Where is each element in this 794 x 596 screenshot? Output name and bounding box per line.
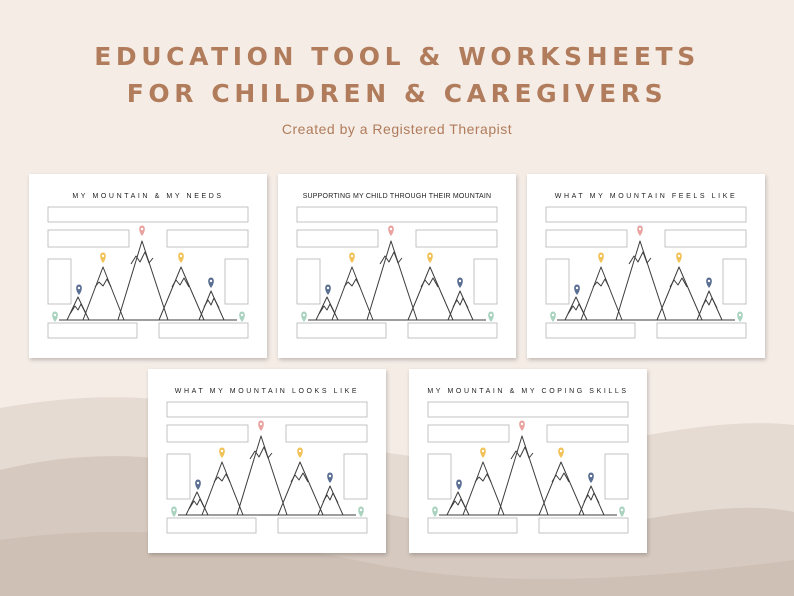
location-pin-dot: [678, 255, 680, 257]
worksheet-title: MY MOUNTAIN & MY NEEDS: [72, 193, 224, 200]
mountain-snow-small-right: [323, 493, 338, 503]
location-pin-dot: [490, 314, 492, 316]
worksheet-illustration: [148, 369, 386, 553]
mountain-left: [463, 462, 504, 515]
mountain-small-right: [697, 291, 722, 320]
location-pin-dot: [197, 482, 199, 484]
worksheet-title: WHAT MY MOUNTAIN FEELS LIKE: [554, 193, 738, 200]
mountain-snow-center: [511, 447, 533, 459]
answer-box-bottom-left: [167, 518, 256, 533]
location-pin-dot: [303, 314, 305, 316]
worksheet-my-mountain-needs: [29, 174, 267, 358]
mountain-small-right: [199, 291, 224, 320]
mountain-center: [616, 241, 666, 320]
worksheet-title: MY MOUNTAIN & MY COPING SKILLS: [427, 388, 629, 395]
subtitle: Created by a Registered Therapist: [281, 121, 513, 137]
answer-box-side-right: [225, 259, 248, 304]
location-pin-icon: [301, 312, 307, 323]
location-pin-dot: [54, 314, 56, 316]
location-pin-dot: [600, 255, 602, 257]
answer-box-upper-left: [167, 425, 248, 442]
mountain-snow-center: [250, 447, 272, 459]
mountain-small-right: [579, 486, 604, 515]
location-pin-icon: [297, 448, 303, 459]
location-pin-icon: [171, 507, 177, 518]
location-pin-dot: [102, 255, 104, 257]
answer-box-top: [167, 402, 367, 417]
answer-box-top: [297, 207, 497, 222]
answer-box-side-left: [48, 259, 71, 304]
location-pin-icon: [558, 448, 564, 459]
location-pin-dot: [576, 287, 578, 289]
location-pin-dot: [78, 287, 80, 289]
location-pin-icon: [76, 285, 82, 296]
location-pin-dot: [351, 255, 353, 257]
location-pin-dot: [560, 450, 562, 452]
answer-box-upper-right: [416, 230, 497, 247]
mountain-left: [83, 267, 124, 320]
answer-box-bottom-left: [297, 323, 386, 338]
location-pin-icon: [195, 480, 201, 491]
worksheet-supporting-my-child: [278, 174, 516, 358]
location-pin-icon: [550, 312, 556, 323]
location-pin-dot: [360, 509, 362, 511]
location-pin-icon: [588, 473, 594, 484]
location-pin-icon: [219, 448, 225, 459]
location-pin-icon: [100, 253, 106, 264]
location-pin-dot: [621, 509, 623, 511]
location-pin-icon: [598, 253, 604, 264]
answer-box-upper-left: [546, 230, 627, 247]
location-pin-icon: [457, 278, 463, 289]
location-pin-dot: [590, 475, 592, 477]
answer-box-side-left: [297, 259, 320, 304]
location-pin-dot: [708, 280, 710, 282]
location-pin-icon: [327, 473, 333, 484]
answer-box-bottom-left: [48, 323, 137, 338]
answer-box-top: [48, 207, 248, 222]
answer-box-side-right: [474, 259, 497, 304]
worksheet-illustration: [278, 174, 516, 358]
location-pin-icon: [574, 285, 580, 296]
location-pin-icon: [432, 507, 438, 518]
location-pin-dot: [180, 255, 182, 257]
location-pin-icon: [706, 278, 712, 289]
location-pin-icon: [676, 253, 682, 264]
worksheet-illustration: [409, 369, 647, 553]
answer-box-bottom-right: [278, 518, 367, 533]
location-pin-icon: [349, 253, 355, 264]
location-pin-icon: [737, 312, 743, 323]
location-pin-dot: [458, 482, 460, 484]
mountain-left: [202, 462, 243, 515]
mountain-snow-center: [629, 252, 651, 264]
worksheet-title: WHAT MY MOUNTAIN LOOKS LIKE: [174, 388, 360, 395]
answer-box-upper-right: [547, 425, 628, 442]
answer-box-side-left: [546, 259, 569, 304]
answer-box-upper-left: [297, 230, 378, 247]
location-pin-icon: [427, 253, 433, 264]
location-pin-dot: [521, 423, 523, 425]
answer-box-top: [546, 207, 746, 222]
location-pin-dot: [260, 423, 262, 425]
worksheet-illustration: [29, 174, 267, 358]
worksheet-feels-like: [527, 174, 765, 358]
location-pin-dot: [299, 450, 301, 452]
answer-box-bottom-left: [428, 518, 517, 533]
location-pin-dot: [552, 314, 554, 316]
worksheet-title: SUPPORTING MY CHILD THROUGH THEIR MOUNTAIN: [302, 193, 492, 200]
mountain-snow-small-right: [453, 298, 468, 308]
location-pin-icon: [325, 285, 331, 296]
location-pin-icon: [139, 226, 145, 237]
location-pin-dot: [434, 509, 436, 511]
mountain-snow-small-right: [204, 298, 219, 308]
location-pin-dot: [327, 287, 329, 289]
mountain-center: [118, 241, 168, 320]
answer-box-upper-left: [428, 425, 509, 442]
mountain-snow-center: [380, 252, 402, 264]
answer-box-side-left: [167, 454, 190, 499]
location-pin-icon: [480, 448, 486, 459]
mountain-center: [498, 436, 548, 515]
location-pin-dot: [329, 475, 331, 477]
location-pin-dot: [241, 314, 243, 316]
location-pin-icon: [52, 312, 58, 323]
mountain-snow-small-right: [584, 493, 599, 503]
answer-box-upper-right: [167, 230, 248, 247]
worksheet-coping-skills: [409, 369, 647, 553]
location-pin-icon: [208, 278, 214, 289]
answer-box-bottom-right: [539, 518, 628, 533]
location-pin-icon: [178, 253, 184, 264]
mountain-snow-small-right: [702, 298, 717, 308]
location-pin-icon: [358, 507, 364, 518]
location-pin-dot: [390, 228, 392, 230]
location-pin-dot: [429, 255, 431, 257]
location-pin-icon: [488, 312, 494, 323]
location-pin-icon: [456, 480, 462, 491]
location-pin-icon: [239, 312, 245, 323]
location-pin-dot: [459, 280, 461, 282]
worksheet-looks-like: [148, 369, 386, 553]
location-pin-icon: [619, 507, 625, 518]
location-pin-icon: [388, 226, 394, 237]
answer-box-side-right: [605, 454, 628, 499]
location-pin-dot: [173, 509, 175, 511]
worksheet-illustration: [527, 174, 765, 358]
mountain-small-right: [318, 486, 343, 515]
answer-box-top: [428, 402, 628, 417]
mountain-center: [237, 436, 287, 515]
answer-box-bottom-right: [159, 323, 248, 338]
location-pin-icon: [519, 421, 525, 432]
location-pin-icon: [258, 421, 264, 432]
answer-box-side-right: [723, 259, 746, 304]
location-pin-dot: [739, 314, 741, 316]
location-pin-dot: [221, 450, 223, 452]
mountain-center: [367, 241, 417, 320]
headline-line-2: FOR CHILDREN & CAREGIVERS: [126, 79, 668, 108]
mountain-small-right: [448, 291, 473, 320]
headline-line-1: EDUCATION TOOL & WORKSHEETS: [94, 42, 700, 71]
location-pin-dot: [210, 280, 212, 282]
location-pin-dot: [482, 450, 484, 452]
mountain-left: [581, 267, 622, 320]
answer-box-side-right: [344, 454, 367, 499]
answer-box-bottom-right: [657, 323, 746, 338]
answer-box-side-left: [428, 454, 451, 499]
mountain-snow-center: [131, 252, 153, 264]
location-pin-icon: [637, 226, 643, 237]
answer-box-bottom-right: [408, 323, 497, 338]
location-pin-dot: [639, 228, 641, 230]
mountain-left: [332, 267, 373, 320]
answer-box-upper-right: [665, 230, 746, 247]
answer-box-upper-left: [48, 230, 129, 247]
location-pin-dot: [141, 228, 143, 230]
answer-box-bottom-left: [546, 323, 635, 338]
answer-box-upper-right: [286, 425, 367, 442]
